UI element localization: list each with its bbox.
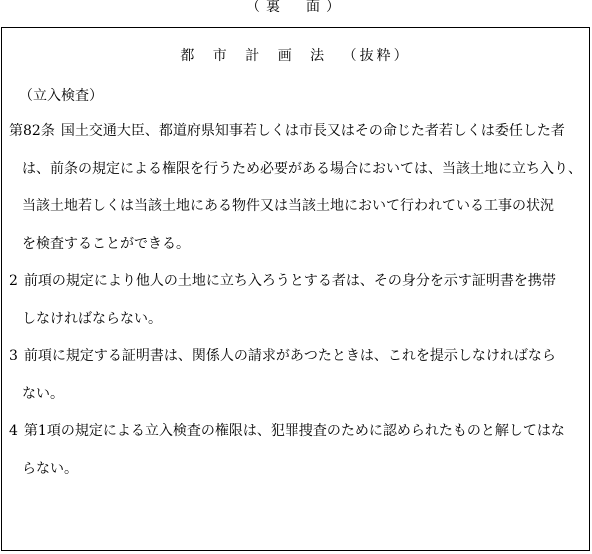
paragraph-3 — [9, 338, 589, 413]
paragraph-number: 3 — [9, 348, 18, 364]
paragraph-line: 2 前項の規定により他人の土地に立ち入ろうとする者は、その身分を示す証明書を携帯 — [9, 273, 556, 289]
paragraph-line: 4 第1項の規定による立入検査の権限は、犯罪捜査のために認められたものと解してはな — [9, 423, 565, 439]
document-title: 都 市 計 画 法 （抜粋） — [180, 48, 411, 64]
paragraph-2 — [9, 263, 589, 338]
article-line: 当該土地若しくは当該土地にある物件又は当該土地において行われている工事の状況 — [22, 198, 554, 214]
paragraph-line: しなければならない。 — [22, 310, 162, 327]
article-line: を検査することができる。 — [22, 235, 190, 252]
section-heading: （立入検査） — [19, 88, 103, 104]
paragraph-4 — [9, 413, 589, 488]
paragraph-number: 4 — [9, 423, 18, 439]
article-line: 第82条 国土交通大臣、都道府県知事若しくは市長又はその命じた者若しくは委任した者 — [9, 123, 565, 139]
law-excerpt-box — [1, 27, 590, 551]
paragraph-number: 2 — [9, 273, 18, 289]
paragraph-line: ない。 — [22, 385, 64, 402]
article-number: 第82条 — [9, 123, 55, 139]
article-line: は、前条の規定による権限を行うため必要がある場合においては、当該土地に立ち入り、 — [22, 160, 582, 177]
article-82 — [9, 113, 589, 263]
reverse-side-label: （裏 面） — [246, 0, 346, 15]
paragraph-line: らない。 — [22, 460, 78, 477]
paragraph-line: 3 前項に規定する証明書は、関係人の請求があつたときは、これを提示しなければなら — [9, 348, 556, 364]
